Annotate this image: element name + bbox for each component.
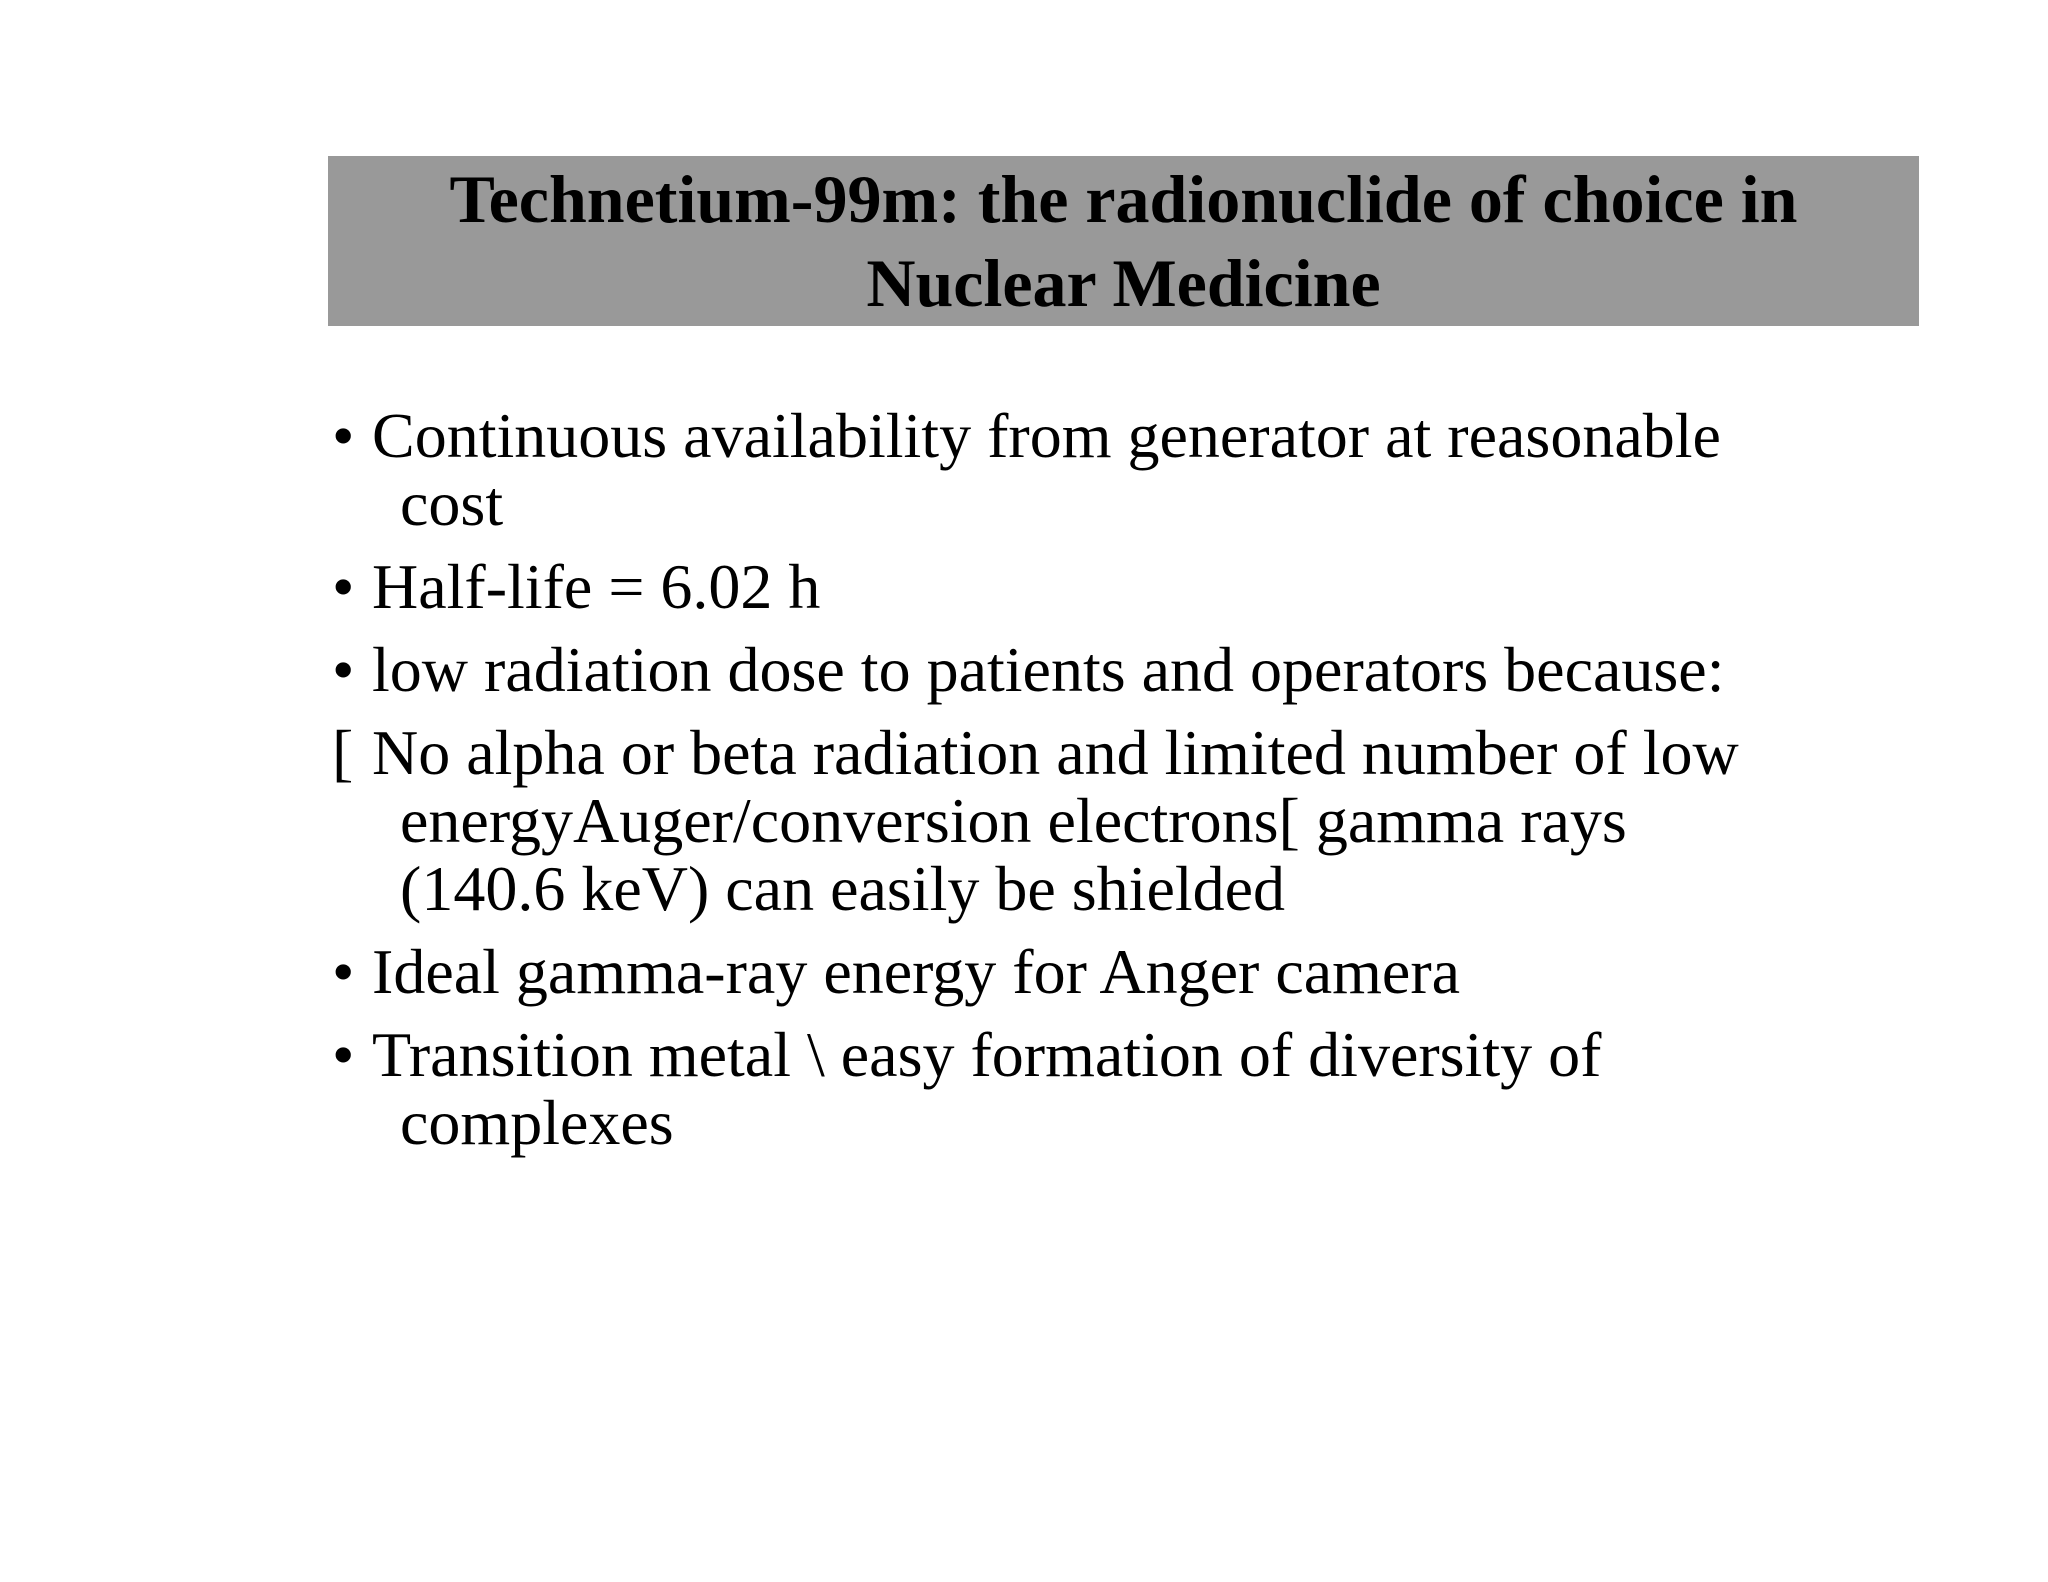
bullet-marker: • bbox=[332, 936, 355, 1007]
bullet-item-transition-metal bbox=[328, 1021, 1948, 1157]
title-banner bbox=[328, 156, 1919, 326]
bullet-text-line: complexes bbox=[400, 1087, 674, 1158]
bullet-text-line: Transition metal \ easy formation of diversity of bbox=[372, 1019, 1602, 1090]
slide-title-line-1: Technetium-99m: the radionuclide of choice in bbox=[449, 161, 1798, 237]
bullet-text-line: energyAuger/conversion electrons[ gamma rays bbox=[400, 785, 1627, 856]
bullet-item-availability bbox=[328, 402, 1948, 538]
bullet-marker: • bbox=[332, 1019, 355, 1090]
bullet-text-line: low radiation dose to patients and operators because: bbox=[372, 634, 1725, 705]
bullet-text-line: Ideal gamma-ray energy for Anger camera bbox=[372, 936, 1461, 1007]
bullet-item-gamma-energy bbox=[328, 938, 1948, 1006]
bullet-marker: • bbox=[332, 634, 355, 705]
bullet-list bbox=[328, 402, 1948, 1172]
bullet-text-line: No alpha or beta radiation and limited number of low bbox=[372, 717, 1739, 788]
bullet-marker: • bbox=[332, 551, 355, 622]
bullet-text-line: Continuous availability from generator at reasonable bbox=[372, 400, 1721, 471]
bullet-marker: [ bbox=[332, 717, 354, 788]
bullet-item-half-life bbox=[328, 553, 1948, 621]
bullet-item-no-alpha-beta bbox=[328, 719, 1948, 923]
bullet-text-line: Half-life = 6.02 h bbox=[372, 551, 821, 622]
slide-title-line-2: Nuclear Medicine bbox=[866, 245, 1381, 321]
bullet-marker: • bbox=[332, 400, 355, 471]
bullet-item-radiation-dose bbox=[328, 636, 1948, 704]
bullet-text-line: (140.6 keV) can easily be shielded bbox=[400, 853, 1286, 924]
bullet-text-line: cost bbox=[400, 468, 504, 539]
